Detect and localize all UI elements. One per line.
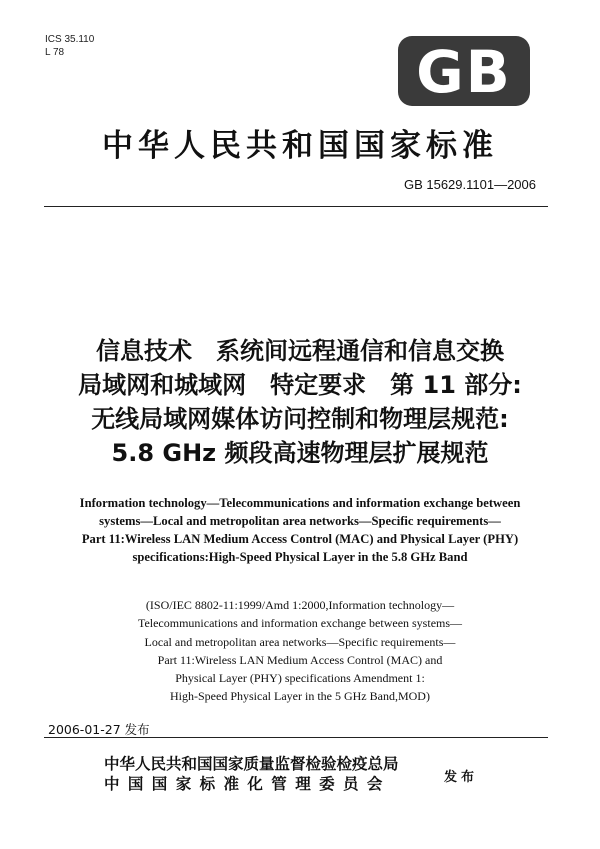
chinese-title-line: 信息技术 系统间远程通信和信息交换 (96, 337, 504, 365)
iso-reference-line: (ISO/IEC 8802-11:1999/Amd 1:2000,Information technology— (145, 598, 455, 612)
english-title-line: specifications:High-Speed Physical Layer in the 5.8 GHz Band (132, 550, 468, 564)
bottom-divider (44, 737, 548, 738)
ics-code: ICS 35.110 (45, 34, 95, 45)
chinese-title-line: 无线局域网媒体访问控制和物理层规范: (91, 405, 509, 433)
issuing-authorities (104, 754, 399, 794)
english-title-line: systems—Local and metropolitan area networks—Specific requirements— (99, 514, 501, 528)
english-title-line: Information technology—Telecommunications and information exchange between (79, 496, 521, 510)
release-date: 2006-01-27 发布 (48, 722, 150, 737)
iso-reference-line: High-Speed Physical Layer in the 5 GHz Band,MOD) (170, 689, 430, 704)
standard-number: GB 15629.1101—2006 (403, 177, 536, 192)
issuer-aqsiq: 中华人民共和国国家质量监督检验检疫总局 (104, 755, 399, 773)
iso-reference-line: Local and metropolitan area networks—Specific requirements— (144, 634, 456, 649)
chinese-title-line: 5.8 GHz 频段高速物理层扩展规范 (111, 439, 489, 467)
english-title-line: Part 11:Wireless LAN Medium Access Control (MAC) and Physical Layer (PHY) (81, 532, 519, 546)
iso-reference-line: Part 11:Wireless LAN Medium Access Control (MAC) and (157, 652, 443, 667)
classification-codes (45, 33, 94, 59)
gb-logo-text: GB (416, 38, 512, 106)
issuer-sac: 中国国家标准化管理委员会 (104, 775, 391, 793)
gb-logo (398, 36, 530, 106)
top-divider (44, 206, 548, 207)
iso-reference-line: Physical Layer (PHY) specifications Amendment 1: (175, 671, 425, 686)
ccs-code: L 78 (45, 47, 65, 58)
english-title (0, 494, 600, 566)
iso-reference-line: Telecommunications and information exchange between systems— (137, 616, 463, 631)
iso-reference (0, 596, 600, 706)
chinese-title-line: 局域网和城域网 特定要求 第 11 部分: (78, 371, 522, 399)
standard-title: 中华人民共和国国家标准 (102, 128, 498, 164)
chinese-title (0, 334, 600, 470)
publish-label: 发布 (444, 770, 479, 785)
